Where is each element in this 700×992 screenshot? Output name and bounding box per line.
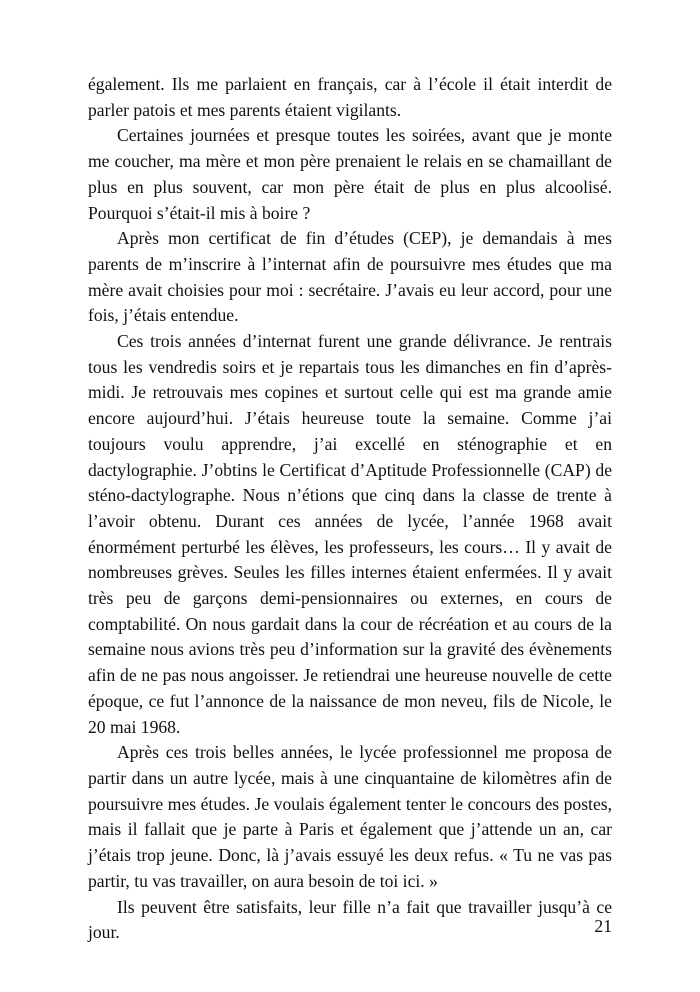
paragraph-after-school: Après ces trois belles années, le lycée professionnel me proposa de partir dans un autre lycée, mais à une cinquantaine de kilomètres afin de poursuivre mes études. Je voulais également tenter le concours des postes, mais il fallait que je parte à Paris et également que j’attende un an, car j’étais trop jeune. Donc, là j’avais essuyé les deux refus. « Tu ne vas pas partir, tu vas travailler, on aura besoin de toi ici. » [88,742,612,891]
body-text [88,72,612,946]
paragraph-certificate: Après mon certificat de fin d’études (CEP), je demandais à mes parents de m’inscrire à l’internat afin de poursuivre mes études que ma mère avait choisies pour moi : secrétaire. J’avais eu leur accord, pour une fois, j’étais entendue. [88,228,612,326]
paragraph-continuation: également. Ils me parlaient en français, car à l’école il était interdit de parler patois et mes parents étaient vigilants. [88,74,612,120]
paragraph-conclusion: Ils peuvent être satisfaits, leur fille n’a fait que travailler jusqu’à ce jour. [88,896,612,943]
paragraph-boarding-school: Ces trois années d’internat furent une grande délivrance. Je rentrais tous les vendredis soirs et je repartais tous les dimanches en fin d’après-midi. Je retrouvais mes copines et surtout celle qui est ma grande amie encore aujourd’hui. J’étais heureuse toute la semaine. Comme j’ai toujours voulu apprendre, j’ai excellé en sténographie et en dactylographie. J’obtins le Certificat d’Aptitude Professionnelle (CAP) de sténo-dactylographe. Nous n’étions que cinq dans la classe de trente à l’avoir obtenu. Durant ces années de lycée, l’année 1968 avait énormément perturbé les élèves, les professeurs, les cours… Il y avait de nombreuses grèves. Seules les filles internes étaient enfermées. Il y avait très peu de garçons demi-pensionnaires ou externes, en cours de comptabilité. On nous gardait dans la cour de récréation et au cours de la semaine nous avions très peu d’information sur la gravité des évènements afin de ne pas nous angoisser. Je retiendrai une heureuse nouvelle de cette époque, ce fut l’annonce de la naissance de mon neveu, fils de Nicole, le 20 mai 1968. [88,331,612,737]
paragraph-evenings: Certaines journées et presque toutes les soirées, avant que je monte me coucher, ma mère et mon père prenaient le relais en se chamaillant de plus en plus souvent, car mon père était de plus en plus alcoolisé. Pourquoi s’était-il mis à boire ? [88,125,612,223]
page-number: 21 [594,916,612,936]
